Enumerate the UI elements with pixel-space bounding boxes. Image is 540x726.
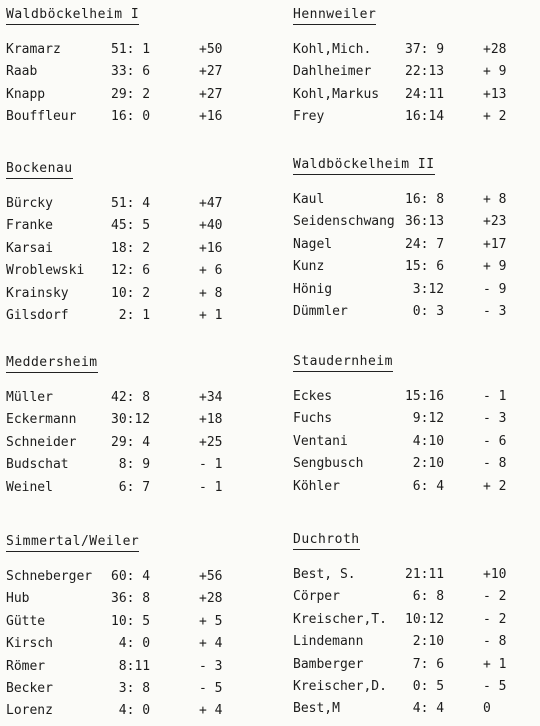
player-row (293, 698, 535, 720)
player-name: Hub (6, 591, 30, 607)
player-name: Fuchs (293, 411, 333, 427)
player-score: 16: 0 (111, 109, 151, 125)
team-block (293, 153, 535, 323)
player-name: Kreischer,D. (293, 678, 387, 694)
player-name: Best, S. (293, 567, 356, 582)
player-row (6, 305, 271, 327)
player-row (293, 453, 535, 475)
player-row (293, 301, 535, 323)
player-diff: +28 (483, 42, 507, 57)
player-score: 45: 5 (111, 218, 151, 234)
player-row (6, 454, 271, 476)
team-block (293, 528, 535, 721)
player-score: 4:10 (412, 433, 445, 449)
player-score: 0: 3 (412, 303, 445, 319)
player-name: Seidenschwang (293, 214, 395, 230)
player-score: 6: 4 (412, 478, 445, 494)
player-row (293, 564, 535, 586)
player-name: Lindemann (293, 634, 364, 650)
player-score: 9:12 (412, 411, 445, 427)
player-row (6, 387, 271, 409)
player-row (293, 408, 535, 430)
team-block (6, 3, 271, 129)
player-diff: +13 (483, 86, 507, 102)
player-row (6, 238, 271, 260)
player-name: Schneider (6, 434, 77, 450)
player-name: Weinel (6, 479, 53, 495)
player-list (6, 566, 271, 723)
player-row (293, 654, 535, 676)
player-row (293, 39, 535, 61)
team-title: Meddersheim (6, 355, 98, 373)
player-diff: + 1 (199, 307, 223, 323)
player-row (6, 656, 271, 678)
player-row (6, 633, 271, 655)
player-score: 8:11 (118, 658, 151, 674)
player-score: 16: 8 (405, 192, 445, 207)
player-row (6, 39, 271, 61)
team-title: Waldböckelheim I (6, 7, 139, 25)
player-diff: - 8 (483, 456, 507, 472)
player-diff: +27 (199, 64, 223, 80)
player-row (293, 211, 535, 233)
player-name: Gütte (6, 613, 46, 629)
player-row (6, 432, 271, 454)
team-title: Duchroth (293, 532, 360, 550)
player-name: Krainsky (6, 285, 69, 301)
player-score: 2:10 (412, 456, 445, 472)
player-list (6, 387, 271, 499)
team-title: Simmertal/Weiler (6, 534, 139, 552)
player-diff: +16 (199, 109, 223, 125)
player-row (6, 477, 271, 499)
player-score: 3: 8 (118, 680, 151, 696)
player-name: Best,M (293, 701, 340, 717)
player-row (293, 631, 535, 653)
player-diff: + 4 (199, 636, 223, 652)
player-list (293, 564, 535, 721)
player-diff: 0 (483, 701, 491, 717)
player-score: 2:10 (412, 634, 445, 650)
player-score: 36: 8 (111, 591, 151, 607)
player-name: Wroblewski (6, 263, 85, 279)
player-name: Müller (6, 390, 53, 405)
player-diff: + 2 (483, 109, 507, 125)
player-diff: +28 (199, 591, 223, 607)
player-name: Karsai (6, 240, 53, 256)
player-score: 15: 6 (405, 259, 445, 275)
team-block (6, 157, 271, 327)
player-diff: - 1 (199, 479, 223, 495)
player-diff: - 3 (199, 658, 223, 674)
player-diff: +47 (199, 196, 223, 211)
player-name: Kreischer,T. (293, 611, 387, 627)
player-score: 51: 4 (111, 196, 151, 211)
player-row (6, 678, 271, 700)
player-diff: - 3 (483, 303, 507, 319)
player-diff: - 2 (483, 611, 507, 627)
player-list (6, 39, 271, 129)
player-diff: +25 (199, 434, 223, 450)
player-diff: - 5 (483, 678, 507, 694)
player-name: Cörper (293, 589, 340, 605)
player-row (6, 700, 271, 722)
player-diff: + 5 (199, 613, 223, 629)
player-row (6, 566, 271, 588)
player-diff: +34 (199, 390, 223, 405)
player-list (293, 189, 535, 323)
player-row (293, 84, 535, 106)
player-diff: + 2 (483, 478, 507, 494)
player-score: 10: 5 (111, 613, 151, 629)
player-score: 6: 7 (118, 479, 151, 495)
player-diff: - 6 (483, 433, 507, 449)
player-diff: +50 (199, 42, 223, 57)
player-row (6, 61, 271, 83)
player-score: 30:12 (111, 412, 151, 428)
player-diff: - 2 (483, 589, 507, 605)
player-diff: + 8 (483, 192, 507, 207)
player-diff: - 5 (199, 680, 223, 696)
player-score: 29: 2 (111, 86, 151, 102)
player-row (293, 386, 535, 408)
player-row (293, 609, 535, 631)
player-score: 12: 6 (111, 263, 151, 279)
player-score: 21:11 (405, 567, 445, 582)
player-score: 16:14 (405, 109, 445, 125)
player-row (6, 260, 271, 282)
player-name: Köhler (293, 478, 340, 494)
team-title: Hennweiler (293, 7, 376, 25)
player-name: Römer (6, 658, 46, 674)
player-name: Lorenz (6, 703, 53, 719)
player-name: Kirsch (6, 636, 53, 652)
player-score: 29: 4 (111, 434, 151, 450)
player-name: Nagel (293, 236, 333, 252)
player-score: 4: 4 (412, 701, 445, 717)
player-score: 15:16 (405, 389, 445, 404)
team-block (293, 3, 535, 129)
player-name: Kaul (293, 192, 325, 207)
player-diff: - 1 (199, 457, 223, 473)
player-score: 8: 9 (118, 457, 151, 473)
player-diff: + 9 (483, 64, 507, 80)
player-name: Gilsdorf (6, 307, 69, 323)
team-title: Waldböckelheim II (293, 157, 435, 175)
player-score: 51: 1 (111, 42, 151, 57)
team-block (6, 530, 271, 723)
player-name: Dümmler (293, 303, 348, 319)
player-diff: + 8 (199, 285, 223, 301)
player-score: 22:13 (405, 64, 445, 80)
player-name: Knapp (6, 86, 46, 102)
player-diff: +10 (483, 567, 507, 582)
player-row (6, 588, 271, 610)
team-block (6, 351, 271, 499)
player-diff: + 4 (199, 703, 223, 719)
player-name: Bouffleur (6, 109, 77, 125)
player-diff: +18 (199, 412, 223, 428)
player-name: Eckermann (6, 412, 77, 428)
player-row (293, 189, 535, 211)
player-list (6, 193, 271, 327)
player-score: 7: 6 (412, 656, 445, 672)
player-name: Budschat (6, 457, 69, 473)
player-score: 60: 4 (111, 569, 151, 584)
player-name: Raab (6, 64, 38, 80)
player-name: Kunz (293, 259, 325, 275)
player-name: Sengbusch (293, 456, 364, 472)
player-score: 24: 7 (405, 236, 445, 252)
player-row (293, 279, 535, 301)
player-diff: - 3 (483, 411, 507, 427)
player-diff: - 9 (483, 281, 507, 297)
player-diff: +56 (199, 569, 223, 584)
player-diff: + 9 (483, 259, 507, 275)
player-name: Kohl,Mich. (293, 42, 372, 57)
player-row (6, 611, 271, 633)
player-row (6, 84, 271, 106)
player-row (6, 215, 271, 237)
player-name: Schneberger (6, 569, 93, 584)
player-score: 33: 6 (111, 64, 151, 80)
player-diff: +17 (483, 236, 507, 252)
player-score: 2: 1 (118, 307, 151, 323)
player-name: Bamberger (293, 656, 364, 672)
player-score: 4: 0 (118, 703, 151, 719)
player-name: Bürcky (6, 196, 53, 211)
player-name: Kramarz (6, 42, 61, 57)
player-name: Franke (6, 218, 53, 234)
player-name: Dahlheimer (293, 64, 372, 80)
player-row (293, 106, 535, 128)
player-diff: +16 (199, 240, 223, 256)
player-name: Kohl,Markus (293, 86, 380, 102)
player-name: Ventani (293, 433, 348, 449)
player-row (293, 234, 535, 256)
player-name: Frey (293, 109, 325, 125)
player-row (293, 431, 535, 453)
player-row (293, 676, 535, 698)
player-name: Eckes (293, 389, 333, 404)
player-list (293, 39, 535, 129)
player-row (293, 586, 535, 608)
player-score: 6: 8 (412, 589, 445, 605)
player-diff: +27 (199, 86, 223, 102)
player-score: 18: 2 (111, 240, 151, 256)
player-row (293, 476, 535, 498)
player-diff: +40 (199, 218, 223, 234)
player-score: 24:11 (405, 86, 445, 102)
player-score: 3:12 (412, 281, 445, 297)
player-row (6, 193, 271, 215)
team-block (293, 350, 535, 498)
player-name: Becker (6, 680, 53, 696)
player-row (293, 256, 535, 278)
player-score: 10: 2 (111, 285, 151, 301)
player-diff: - 1 (483, 389, 507, 404)
player-row (293, 61, 535, 83)
player-diff: + 1 (483, 656, 507, 672)
player-score: 37: 9 (405, 42, 445, 57)
player-score: 10:12 (405, 611, 445, 627)
player-name: Hönig (293, 281, 333, 297)
player-list (293, 386, 535, 498)
player-row (6, 409, 271, 431)
player-score: 4: 0 (118, 636, 151, 652)
player-score: 36:13 (405, 214, 445, 230)
team-title: Bockenau (6, 161, 73, 179)
player-diff: +23 (483, 214, 507, 230)
player-score: 0: 5 (412, 678, 445, 694)
player-row (6, 106, 271, 128)
player-diff: - 8 (483, 634, 507, 650)
player-diff: + 6 (199, 263, 223, 279)
player-row (6, 283, 271, 305)
player-score: 42: 8 (111, 390, 151, 405)
team-title: Staudernheim (293, 354, 393, 372)
